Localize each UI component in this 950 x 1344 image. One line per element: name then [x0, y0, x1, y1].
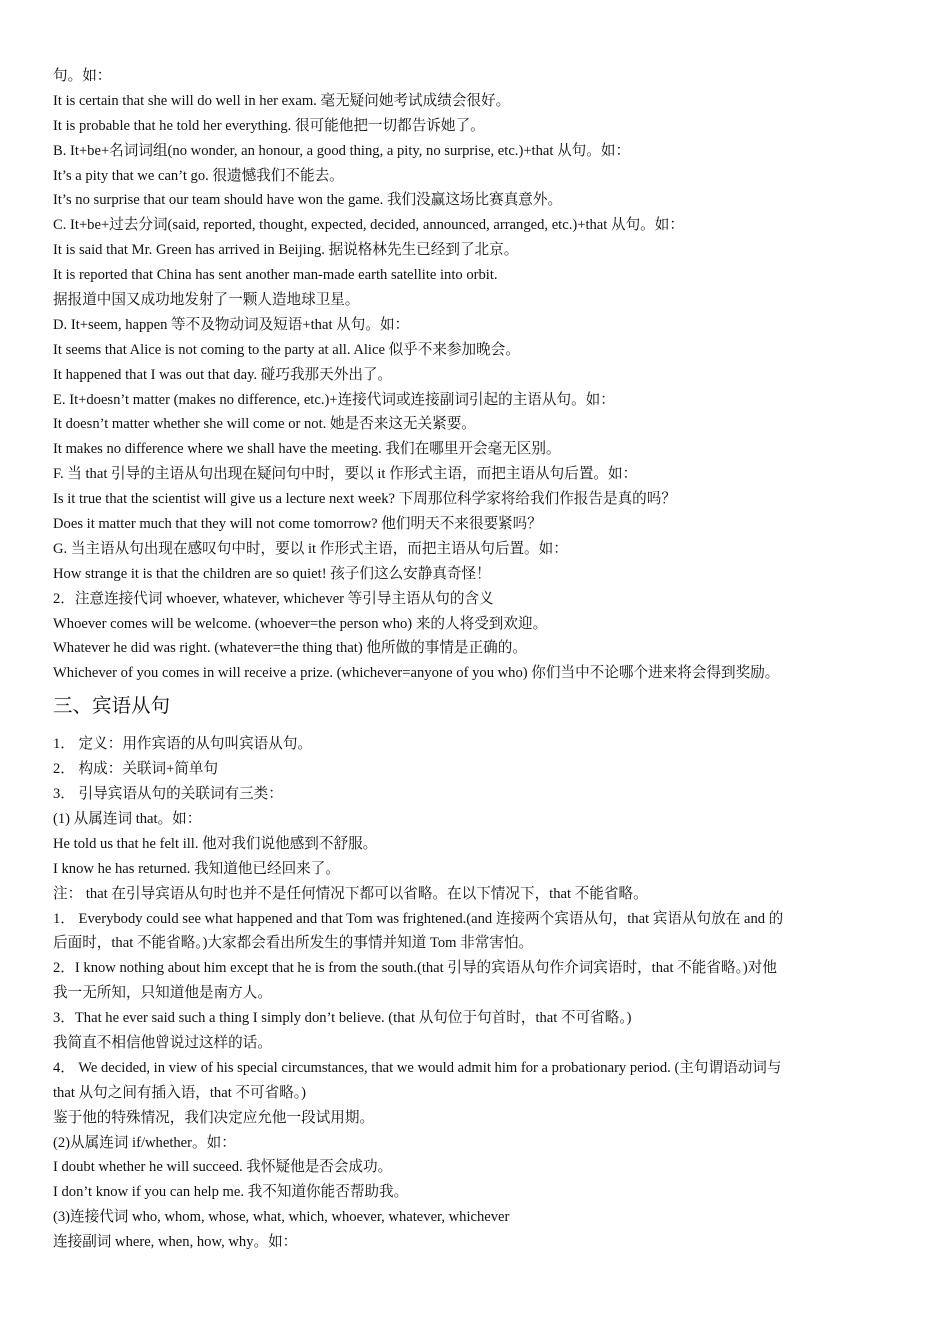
text-line: 1． Everybody could see what happened and that Tom was frightened.(and 连接两个宾语从句，that 宾语从句放在 and 的 — [53, 910, 784, 927]
text-line: 我一无所知，只知道他是南方人。 — [53, 985, 272, 1002]
text-line: I doubt whether he will succeed. 我怀疑他是否会成功。 — [53, 1159, 393, 1176]
text-line: Whichever of you comes in will receive a prize. (whichever=anyone of you who) 你们当中不论哪个进来将会得到奖励。 — [53, 665, 780, 682]
text-line: 连接副词 where, when, how, why。如： — [53, 1234, 298, 1251]
text-line: G. 当主语从句出现在感叹句中时，要以 it 作形式主语，而把主语从句后置。如： — [53, 540, 568, 557]
text-line: 鉴于他的特殊情况，我们决定应允他一段试用期。 — [53, 1109, 375, 1126]
text-line: 4． We decided, in view of his special circumstances, that we would admit him for a probationary period. (主句谓语动词与 — [53, 1059, 782, 1076]
text-line: It is said that Mr. Green has arrived in Beijing. 据说格林先生已经到了北京。 — [53, 242, 519, 259]
text-line: I don’t know if you can help me. 我不知道你能否帮助我。 — [53, 1184, 409, 1201]
text-line: It makes no difference where we shall have the meeting. 我们在哪里开会毫无区别。 — [53, 441, 561, 458]
text-line: 我简直不相信他曾说过这样的话。 — [53, 1034, 272, 1051]
text-line: 后面时，that 不能省略。)大家都会看出所发生的事情并知道 Tom 非常害怕。 — [53, 935, 534, 952]
text-line: B. It+be+名词词组(no wonder, an honour, a good thing, a pity, no surprise, etc.)+that 从句。如： — [53, 142, 631, 159]
text-line: 2． 构成：关联词+简单句 — [53, 761, 219, 778]
text-line: How strange it is that the children are so quiet! 孩子们这么安静真奇怪！ — [53, 565, 491, 582]
text-line: 句。如： — [53, 68, 112, 84]
text-line: It doesn’t matter whether she will come or not. 她是否来这无关紧要。 — [53, 416, 476, 433]
text-line: (1) 从属连词 that。如： — [53, 810, 202, 827]
text-line: D. It+seem, happen 等不及物动词及短语+that 从句。如： — [53, 316, 410, 333]
text-line: It is certain that she will do well in her exam. 毫无疑问她考试成绩会很好。 — [53, 92, 511, 109]
text-line: It is reported that China has sent another man-made earth satellite into orbit. — [53, 267, 498, 284]
text-line: 2．I know nothing about him except that he is from the south.(that 引导的宾语从句作介词宾语时，that 不能省略。)对他 — [53, 960, 777, 977]
text-line: It’s a pity that we can’t go. 很遗憾我们不能去。 — [53, 167, 344, 184]
text-line: E. It+doesn’t matter (makes no difference, etc.)+连接代词或连接副词引起的主语从句。如： — [53, 391, 615, 408]
text-line: Whoever comes will be welcome. (whoever=the person who) 来的人将受到欢迎。 — [53, 615, 548, 632]
text-line: (3)连接代词 who, whom, whose, what, which, whoever, whatever, whichever — [53, 1209, 510, 1226]
text-line: 3．That he ever said such a thing I simply don’t believe. (that 从句位于句首时，that 不可省略。) — [53, 1010, 632, 1027]
text-line: (2)从属连词 if/whether。如： — [53, 1134, 236, 1151]
text-line: F. 当 that 引导的主语从句出现在疑问句中时，要以 it 作形式主语，而把主语从句后置。如： — [53, 466, 638, 483]
text-line: It is probable that he told her everything. 很可能他把一切都告诉她了。 — [53, 117, 485, 134]
text-line: 3． 引导宾语从句的关联词有三类： — [53, 786, 283, 803]
text-line: It happened that I was out that day. 碰巧我那天外出了。 — [53, 366, 393, 383]
section-heading: 三、宾语从句 — [53, 696, 171, 718]
text-line: Is it true that the scientist will give us a lecture next week? 下周那位科学家将给我们作报告是真的吗？ — [53, 491, 676, 508]
text-line: Whatever he did was right. (whatever=the thing that) 他所做的事情是正确的。 — [53, 640, 527, 657]
text-line: 2．注意连接代词 whoever, whatever, whichever 等引导主语从句的含义 — [53, 590, 494, 607]
text-line: He told us that he felt ill. 他对我们说他感到不舒服。 — [53, 835, 378, 852]
text-line: 1． 定义：用作宾语的从句叫宾语从句。 — [53, 736, 313, 753]
text-line: 据报道中国又成功地发射了一颗人造地球卫星。 — [53, 292, 360, 309]
text-line: I know he has returned. 我知道他已经回来了。 — [53, 860, 340, 877]
text-line: Does it matter much that they will not come tomorrow? 他们明天不来很要紧吗？ — [53, 516, 542, 533]
text-line: 注： that 在引导宾语从句时也并不是任何情况下都可以省略。在以下情况下，that 不能省略。 — [53, 885, 648, 902]
text-line: It’s no surprise that our team should have won the game. 我们没赢这场比赛真意外。 — [53, 192, 563, 209]
document-body — [53, 64, 903, 1255]
text-line: It seems that Alice is not coming to the party at all. Alice 似乎不来参加晚会。 — [53, 341, 520, 358]
text-line: that 从句之间有插入语，that 不可省略。) — [53, 1084, 306, 1101]
text-line: C. It+be+过去分词(said, reported, thought, expected, decided, announced, arranged, etc.)+that 从句。如： — [53, 217, 684, 234]
